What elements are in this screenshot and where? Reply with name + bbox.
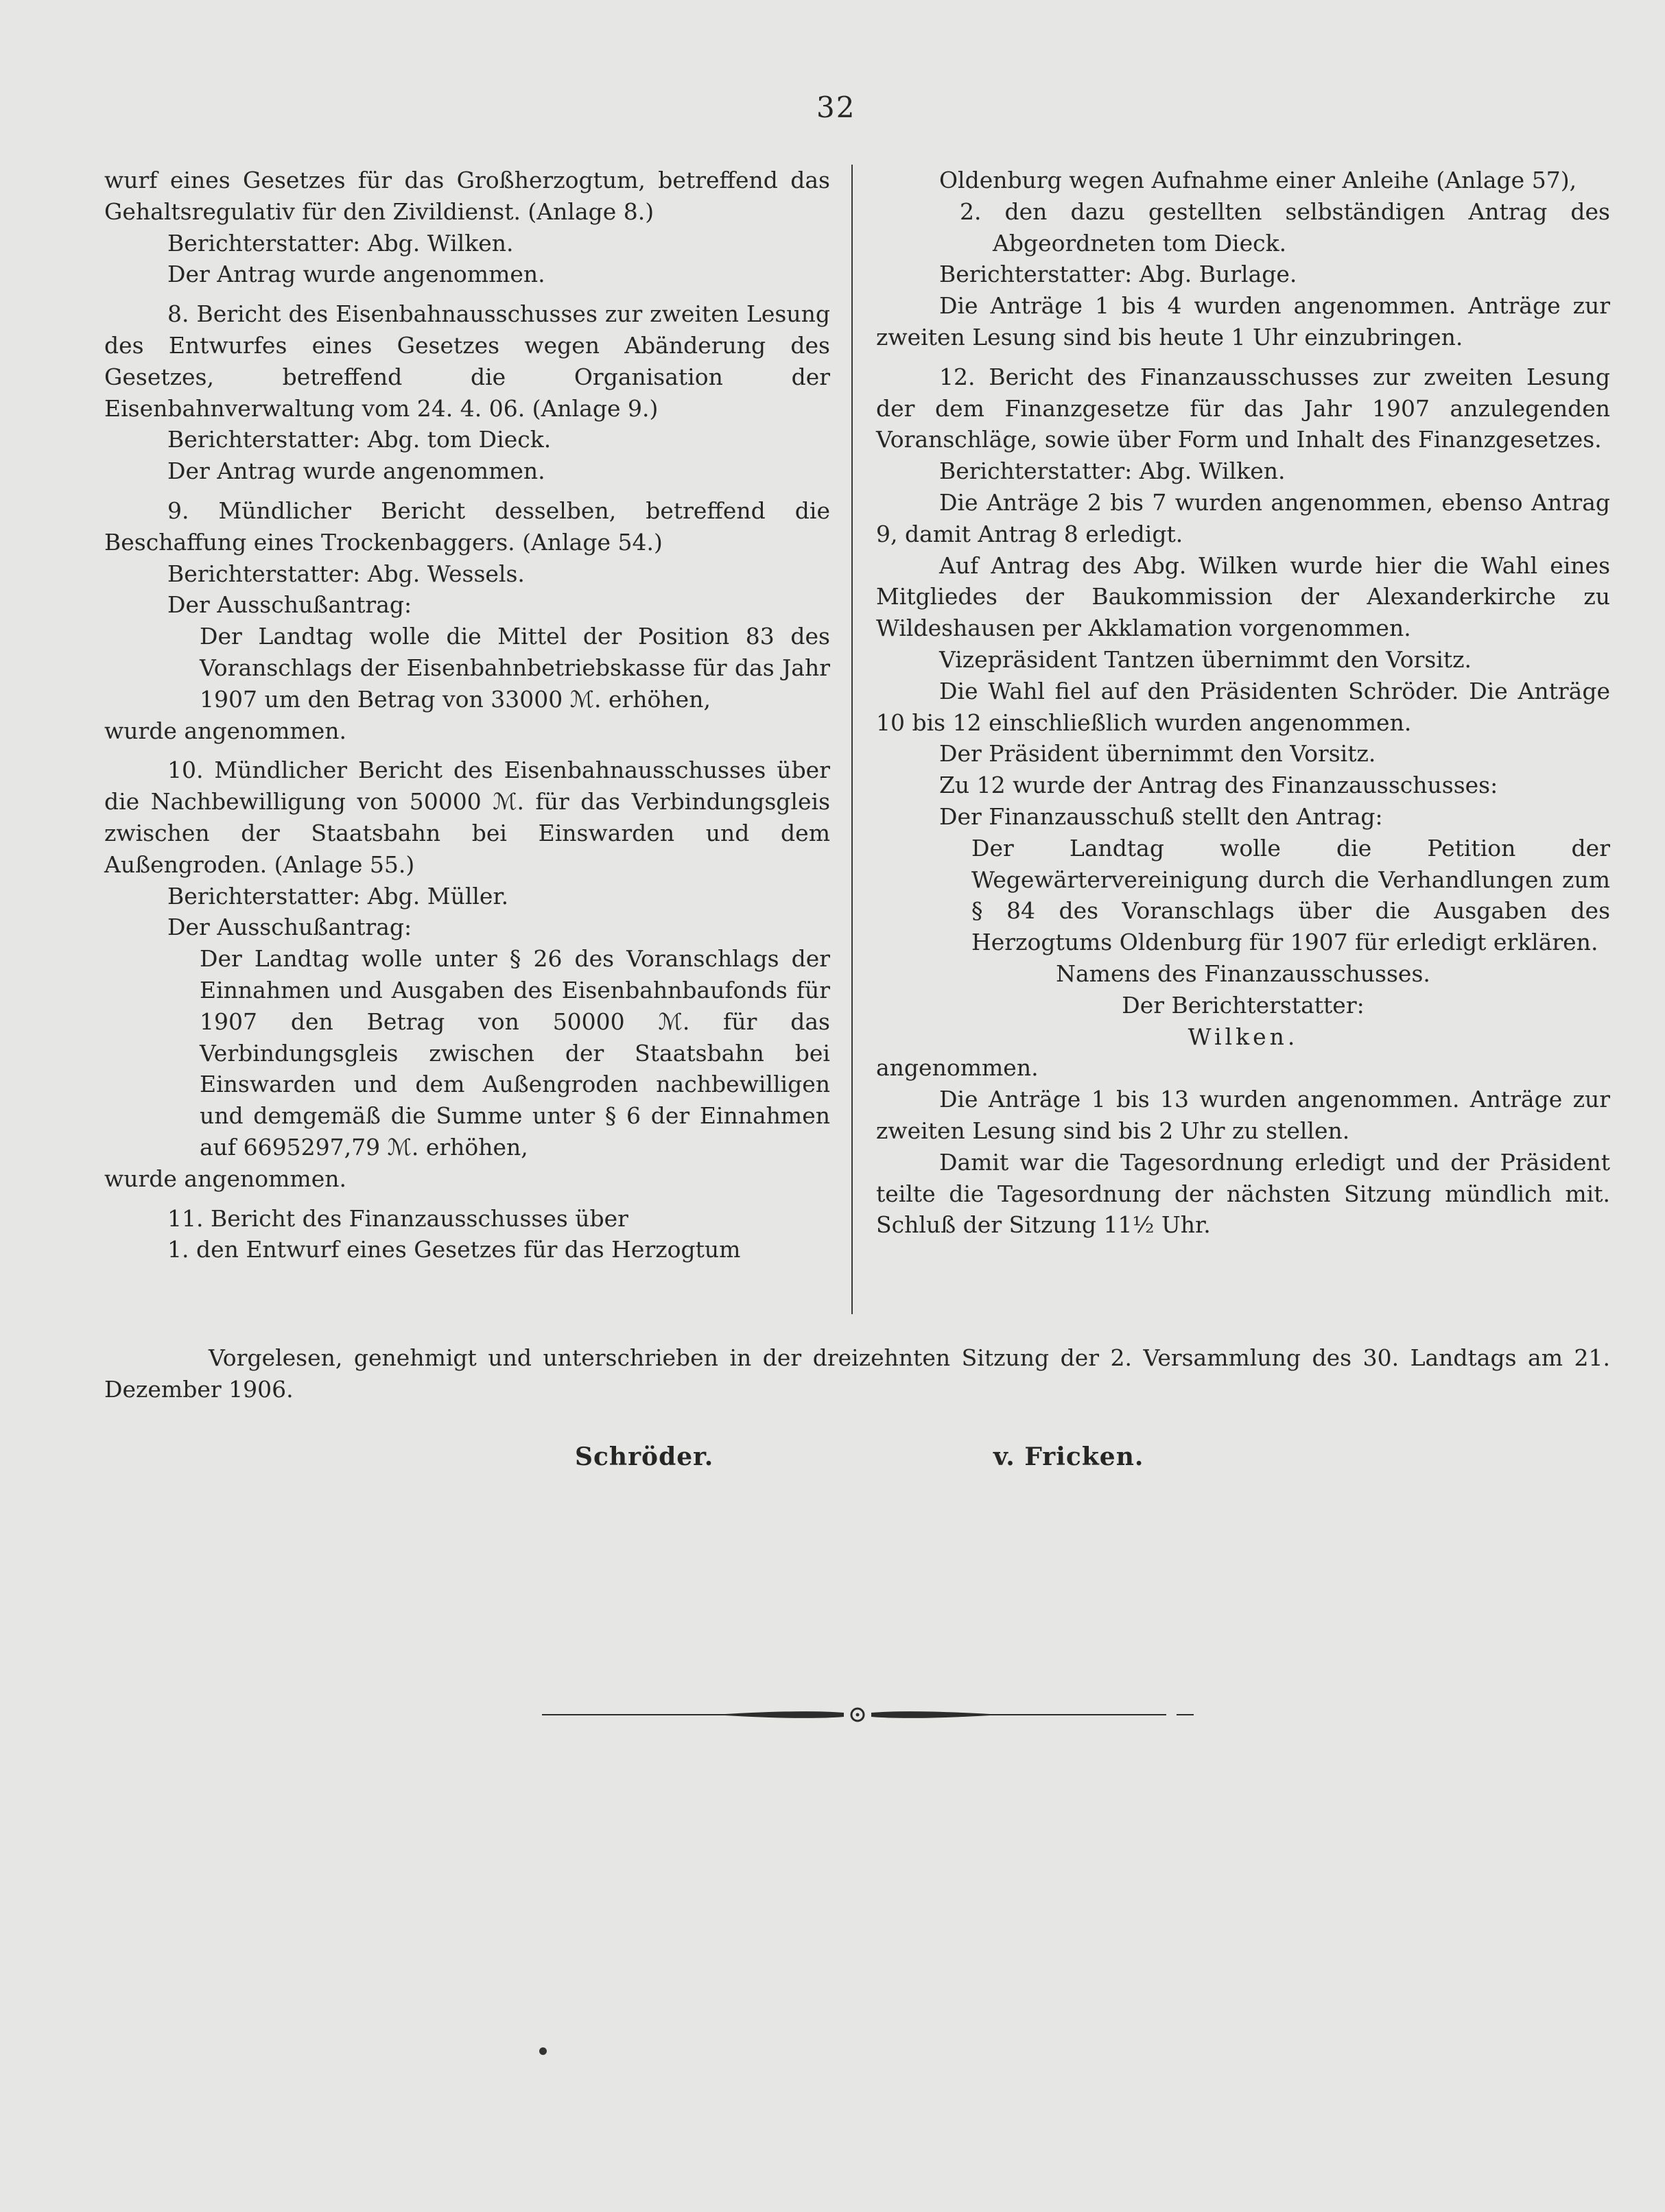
committee-motion-label: Der Ausschußantrag: <box>167 591 412 619</box>
paragraph: Auf Antrag des Abg. Wilken wurde hier die Wahl eines Mitgliedes der Baukommission der Alexanderkirche zu Wildeshausen per Akklamation vorgenommen. <box>876 551 1610 642</box>
protocol-note <box>104 1342 1610 1405</box>
result-line: Der Antrag wurde angenommen. <box>167 457 545 485</box>
column-divider <box>851 165 853 1314</box>
decorative-rule-ornament <box>542 1701 1201 1728</box>
ink-speck <box>539 2047 547 2055</box>
page-number: 32 <box>816 91 856 124</box>
agenda-item-10: 10. Mündlicher Bericht des Eisenbahnausschusses über die Nachbewilligung von 50000 ℳ. für das Verbindungsgleis zwischen der Staatsbahn bei Einswarden und dem Außengroden. (Anlage 55.) <box>104 757 830 878</box>
committee-motion-label: Der Finanzausschuß stellt den Antrag: <box>939 802 1383 830</box>
agenda-item-12: 12. Bericht des Finanzausschusses zur zweiten Lesung der dem Finanzgesetze für das Jahr 1907 anzulegenden Voranschläge, sowie über Form und Inhalt des Finanzgesetzes. <box>876 363 1610 453</box>
signature-right: v. Fricken. <box>993 1442 1144 1471</box>
result-line: Die Anträge 1 bis 4 wurden angenommen. Anträge zur zweiten Lesung sind bis heute 1 Uhr einzubringen. <box>876 292 1610 350</box>
signature-block-line: Der Berichterstatter: <box>1122 991 1365 1019</box>
result-line: angenommen. <box>876 1054 1039 1082</box>
reporter-line: Berichterstatter: Abg. Wessels. <box>167 560 525 587</box>
paragraph: wurf eines Gesetzes für das Großherzogtum, betreffend das Gehaltsregulativ für den Zivildienst. (Anlage 8.) <box>104 167 830 225</box>
paragraph: Die Anträge 1 bis 13 wurden angenommen. Anträge zur zweiten Lesung sind bis 2 Uhr zu stellen. <box>876 1086 1610 1144</box>
motion-text: Der Landtag wolle unter § 26 des Voranschlags der Einnahmen und Ausgaben des Eisenbahnbaufonds für 1907 den Betrag von 50000 ℳ. für das Verbindungsgleis zwischen der Staatsbahn bei Einswarden und dem Außengroden nachbewilligen und demgemäß die Summe unter § 6 der Einnahmen auf 6695297,79 ℳ. erhöhen, <box>200 945 830 1161</box>
motion-text: Der Landtag wolle die Mittel der Position 83 des Voranschlags der Eisenbahnbetriebskasse für das Jahr 1907 um den Betrag von 33000 ℳ. erhöhen, <box>200 623 830 713</box>
signature-block-name: Wilken. <box>1188 1023 1299 1050</box>
paragraph: Zu 12 wurde der Antrag des Finanzausschusses: <box>939 772 1498 799</box>
reporter-line: Berichterstatter: Abg. tom Dieck. <box>167 426 552 453</box>
agenda-item-8: 8. Bericht des Eisenbahnausschusses zur zweiten Lesung des Entwurfes eines Gesetzes wegen Abänderung des Gesetzes, betreffend die Organisation der Eisenbahnverwaltung vom 24. 4. 06. (Anlage 9.) <box>104 300 830 422</box>
result-line: wurde angenommen. <box>104 717 346 744</box>
agenda-item-9: 9. Mündlicher Bericht desselben, betreffend die Beschaffung eines Trockenbaggers. (Anlage 54.) <box>104 497 830 556</box>
right-column <box>876 165 1610 1241</box>
reporter-line: Berichterstatter: Abg. Wilken. <box>167 229 514 257</box>
paragraph: Der Präsident übernimmt den Vorsitz. <box>939 740 1376 768</box>
paragraph: Die Wahl fiel auf den Präsidenten Schröder. Die Anträge 10 bis 12 einschließlich wurden angenommen. <box>876 677 1610 736</box>
paragraph: Vizepräsident Tantzen übernimmt den Vorsitz. <box>939 645 1472 673</box>
reporter-line: Berichterstatter: Abg. Wilken. <box>939 457 1286 485</box>
result-line: wurde angenommen. <box>104 1165 346 1192</box>
reporter-line: Berichterstatter: Abg. Burlage. <box>939 261 1297 288</box>
left-column <box>104 165 830 1265</box>
agenda-item-11: 11. Bericht des Finanzausschusses über <box>167 1204 628 1232</box>
paragraph: Damit war die Tagesordnung erledigt und der Präsident teilte die Tagesordnung der nächsten Sitzung mündlich mit. Schluß der Sitzung 11½ Uhr. <box>876 1148 1610 1239</box>
protocol-text: Vorgelesen, genehmigt und unterschrieben in der dreizehnten Sitzung der 2. Versammlung des 30. Landtags am 21. Dezember 1906. <box>104 1344 1610 1403</box>
sub-item: 1. den Entwurf eines Gesetzes für das Herzogtum <box>167 1236 741 1263</box>
signature-block-line: Namens des Finanzausschusses. <box>1056 960 1430 987</box>
result-line: Die Anträge 2 bis 7 wurden angenommen, ebenso Antrag 9, damit Antrag 8 erledigt. <box>876 488 1610 547</box>
result-line: Der Antrag wurde angenommen. <box>167 261 545 288</box>
signature-left: Schröder. <box>575 1442 714 1471</box>
sub-item-continuation: Oldenburg wegen Aufnahme einer Anleihe (Anlage 57), <box>939 167 1577 193</box>
reporter-line: Berichterstatter: Abg. Müller. <box>167 882 509 909</box>
motion-text: Der Landtag wolle die Petition der Wegewärtervereinigung durch die Verhandlungen zum § 84 des Voranschlags über die Ausgaben des Herzogtums Oldenburg für 1907 für erledigt erklären. <box>971 834 1610 956</box>
committee-motion-label: Der Ausschußantrag: <box>167 914 412 941</box>
sub-item: 2. den dazu gestellten selbständigen Antrag des Abgeordneten tom Dieck. <box>960 198 1610 257</box>
